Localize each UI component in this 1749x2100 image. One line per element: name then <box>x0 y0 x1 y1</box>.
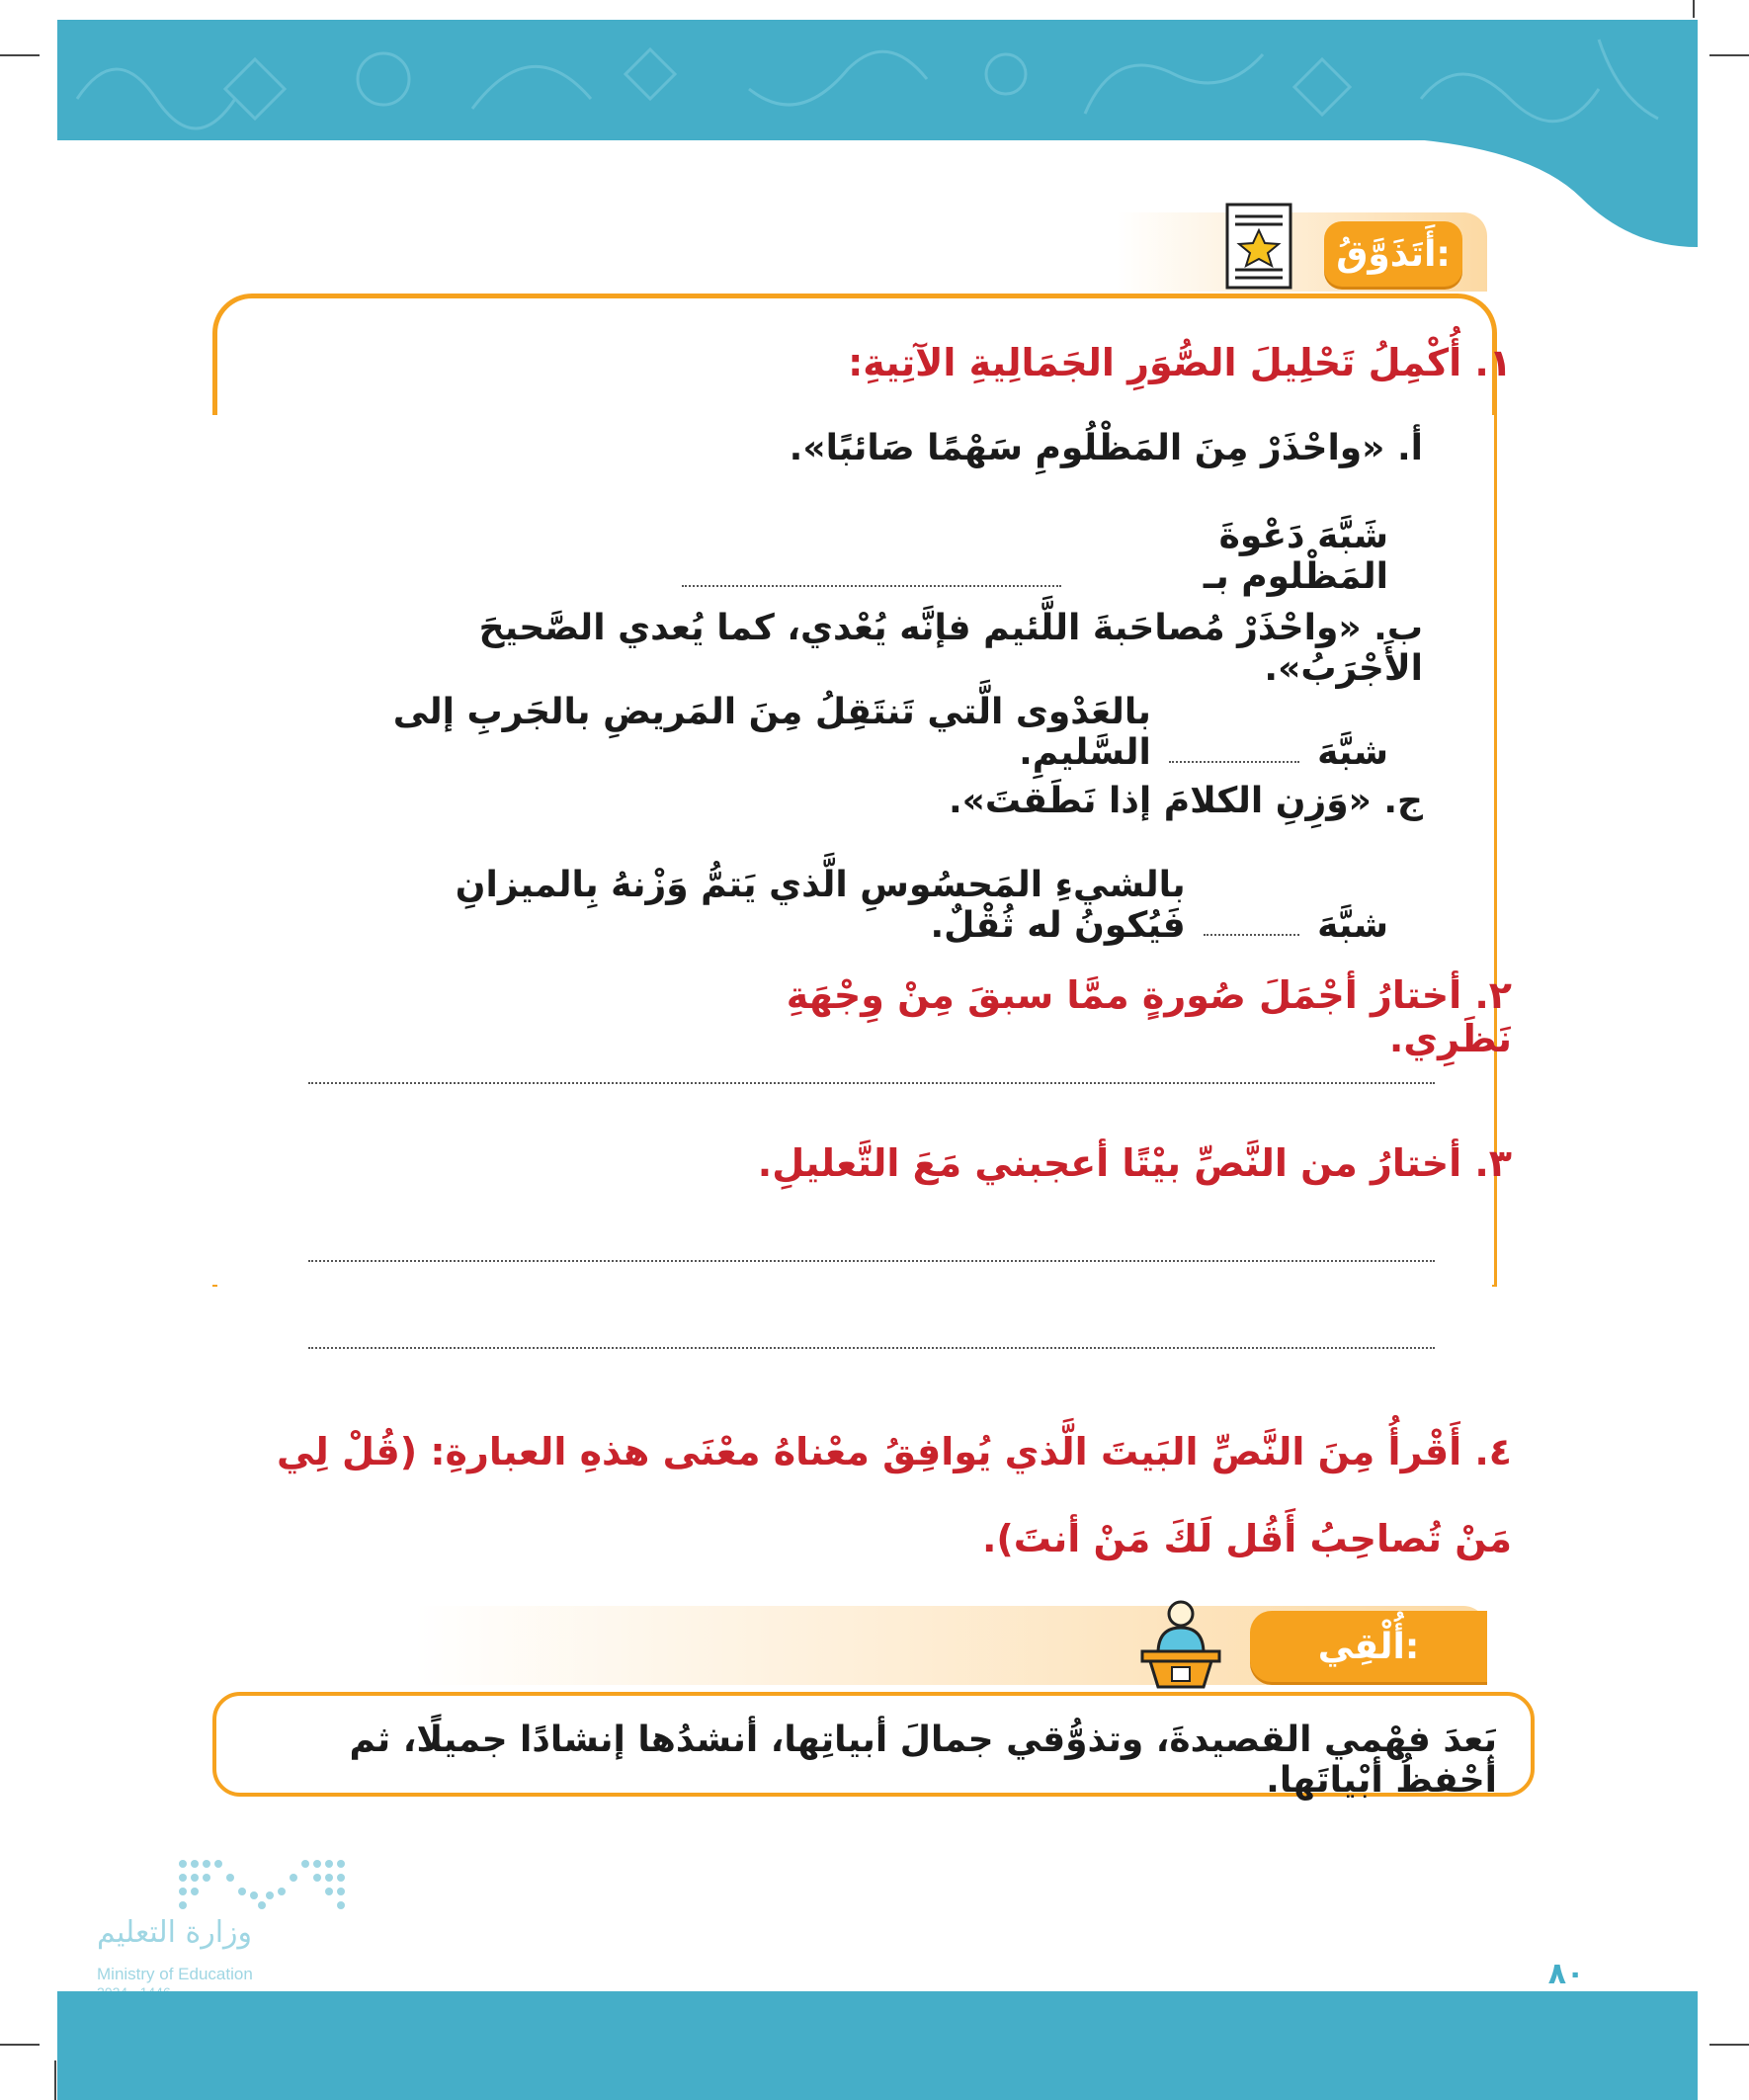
question-1-number: ١. <box>1474 341 1512 384</box>
item-b-answer-blank[interactable] <box>1169 731 1299 763</box>
question-4-number: ٤. <box>1474 1430 1512 1473</box>
item-c-answer-blank[interactable] <box>1204 904 1299 936</box>
item-b-text: «واحْذَرْ مُصاحَبةَ اللَّئيم فإنَّه يُعْدي، كما يُعدي الصَّحيحَ الأَجْرَبُ». <box>478 608 1423 689</box>
item-c-answer <box>375 865 1388 946</box>
question-2-number: ٢. <box>1474 973 1512 1017</box>
item-b-quote <box>464 608 1423 689</box>
crop-mark <box>1693 0 1695 18</box>
item-c-answer-suffix: بالشيءِ المَحسُوسِ الَّذي يَتمُّ وَزْنهُ بِالميزانِ فَيُكونُ له ثُقْلٌ. <box>455 865 1186 946</box>
item-a-letter: أ. <box>1396 428 1423 468</box>
taste-header-label: أَتَذَوَّقُ: <box>1324 221 1462 287</box>
question-2-answer-line[interactable] <box>308 1072 1435 1084</box>
question-4-text: أَقْرأُ مِنَ النَّصِّ البَيتَ الَّذي يُوافِقُ معْناهُ معْنَى هذهِ العبارةِ: (قُلْ لِي مَنْ تُصاحِبُ أَقُل لَكَ مَنْ أنتَ). <box>277 1430 1512 1560</box>
question-3-text: أختارُ من النَّصِّ بيْتًا أعجبني مَعَ التَّعليلِ. <box>757 1141 1462 1185</box>
item-c-text: «وَزِنِ الكلامَ إذا نَطَقتَ». <box>948 781 1372 821</box>
question-2-text: أختارُ أجْمَلَ صُورةٍ ممَّا سبقَ مِنْ وِجْهَةِ نَظَرِي. <box>786 973 1512 1060</box>
question-3-answer-line-2[interactable] <box>308 1337 1435 1349</box>
crop-mark <box>1709 54 1749 56</box>
item-c-quote <box>889 781 1423 821</box>
question-2 <box>692 973 1512 1060</box>
ministry-name-ar: وزارة التعليم <box>97 1915 253 1950</box>
item-a-quote <box>692 428 1423 468</box>
top-banner <box>57 20 1698 140</box>
calligraphy-pattern <box>57 20 1698 140</box>
question-1 <box>692 341 1512 384</box>
item-b-answer-suffix: بالعَدْوى الَّتي تَنتَقِلُ مِنَ المَريضِ بالجَربِ إلى السَّليمِ. <box>392 692 1151 773</box>
student-at-desk-icon <box>1136 1596 1225 1690</box>
bottom-banner <box>57 1991 1698 2100</box>
crop-mark <box>0 2044 40 2046</box>
recite-header-label: أُلْقِي: <box>1250 1611 1487 1682</box>
item-a-text: «واحْذَرْ مِنَ المَظْلُومِ سَهْمًا صَائبًا». <box>789 428 1385 468</box>
item-a-answer-blank[interactable] <box>682 555 1061 587</box>
item-b-letter: ب. <box>1374 608 1423 648</box>
ministry-logo <box>173 1856 351 1910</box>
question-3-number: ٣. <box>1474 1141 1512 1185</box>
question-1-text: أُكْمِلُ تَحْلِيلَ الصُّوَرِ الجَمَالِيةِ الآتِيةِ: <box>848 341 1462 384</box>
recite-text: بَعدَ فهْمي القصيدةَ، وتذوُّقي جمالَ أبياتِها، أنشدُها إنشادًا جميلًا، ثم أحْفظُ أبْياتَها. <box>349 1720 1497 1801</box>
star-document-icon <box>1225 203 1292 290</box>
page-number: ٨٠ <box>1547 1957 1585 1991</box>
ministry-name-en: Ministry of Education <box>97 1965 253 1983</box>
question-3 <box>692 1141 1512 1185</box>
item-b-answer-prefix: شبَّهَ <box>1317 732 1388 773</box>
item-c-letter: ج. <box>1383 781 1423 821</box>
question-3-answer-line-1[interactable] <box>308 1250 1435 1262</box>
item-a-answer-prefix: شَبَّهَ دَعْوةَ المَظْلوم بـ <box>1203 516 1388 597</box>
item-a-answer <box>682 516 1388 597</box>
item-c-answer-prefix: شبَّهَ <box>1317 905 1388 946</box>
crop-mark <box>1709 2044 1749 2046</box>
crop-mark <box>54 2060 56 2100</box>
crop-mark <box>0 54 40 56</box>
item-b-answer <box>356 692 1388 773</box>
question-4 <box>227 1408 1512 1582</box>
